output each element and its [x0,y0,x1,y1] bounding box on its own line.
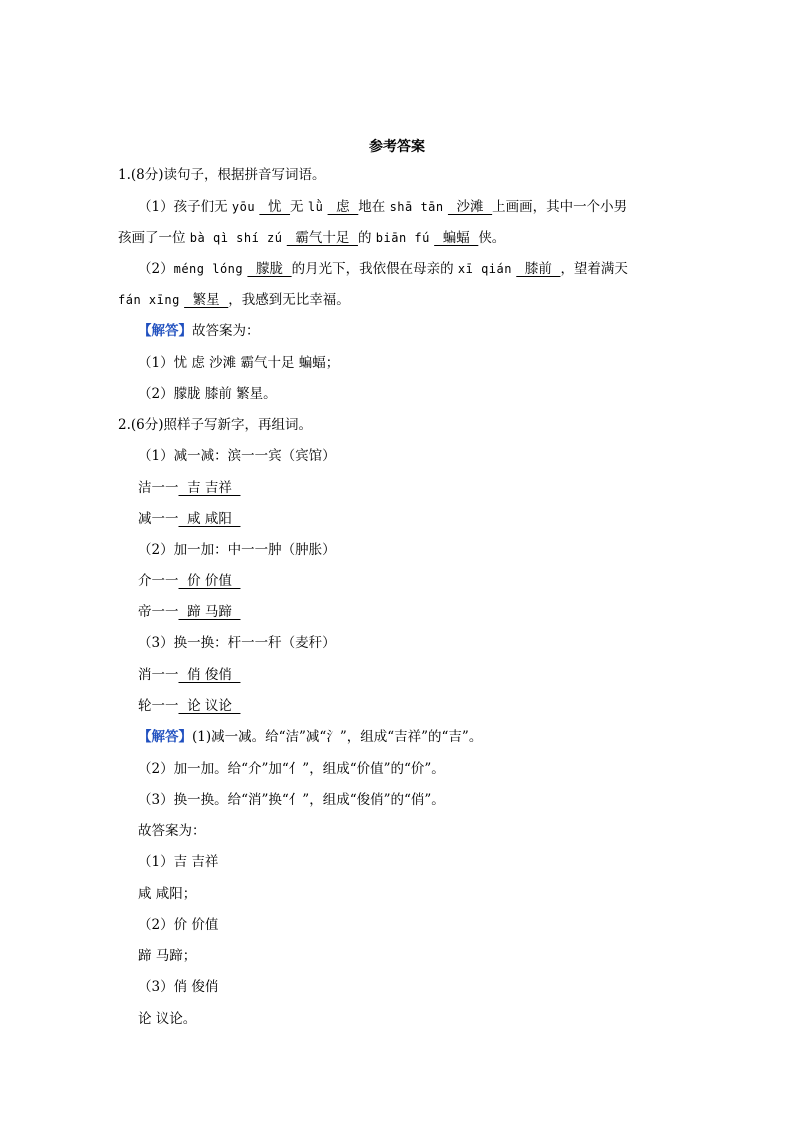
answer-you: 忧 [259,199,291,215]
answer-lv: 虑 [327,199,359,215]
q1-l2-text-a: 孩画了一位 [118,230,190,246]
page-title: 参考答案 [369,139,425,155]
row-prefix: 洁一一 [138,480,179,496]
row-prefix: 消一一 [138,667,179,683]
q1-line-4 [118,290,350,310]
q1-answer-line-2: （2）朦胧 膝前 繁星。 [138,386,277,402]
answer-fanxing: 繁星 [184,292,229,308]
q1-line-1 [138,197,627,217]
q1-answer-line-1: （1）忧 虑 沙滩 霸气十足 蝙蝠； [138,355,340,371]
q2-final-5: （3）俏 俊俏 [138,979,219,995]
q2-row-3 [138,571,240,591]
row-answer: 吉 吉祥 [178,480,241,496]
q2-row-2 [138,509,240,529]
q1-line-3 [138,259,628,279]
row-answer: 咸 咸阳 [178,511,241,527]
row-prefix: 帝一一 [138,604,179,620]
q2-final-4: 蹄 马蹄； [138,948,197,964]
pinyin-baqishizu: bà qì shí zú [189,231,283,245]
q2-jieda-line-1 [138,727,482,747]
pinyin-you: yōu [231,200,256,214]
q1-l3-text-c: ，望着满天 [560,261,628,277]
answer-shatan: 沙滩 [447,199,493,215]
q1-l4-text-a: ，我感到无比幸福。 [228,292,350,308]
q2-final-3: （2）价 价值 [138,917,219,933]
q1-l2-text-b: 的 [357,230,376,246]
q2-jieda-line-3: （3）换一换。给“消”换“亻”，组成“俊俏”的“俏”。 [138,792,445,808]
q2-final-2: 咸 咸阳； [138,886,197,902]
jieda-tag: 【解答】 [138,729,192,745]
q1-l1-text-c: 地在 [358,199,390,215]
pinyin-bianfu: biān fú [375,231,430,245]
q2-final-6: 论 议论。 [138,1011,197,1027]
q1-line-2 [118,228,505,248]
pinyin-shatan: shā tān [389,200,444,214]
q2-sample-3: （3）换一换：杆一一秆（麦秆） [138,635,336,651]
q1-l1-text-d: 上画画，其中一个小男 [492,199,628,215]
q1-header: 1.(8分)读句子，根据拼音写词语。 [118,167,326,183]
q1-l2-text-c: 侠。 [478,230,506,246]
answer-baqishizu: 霸气十足 [286,230,358,246]
q2-row-1 [138,478,240,498]
row-answer: 俏 俊俏 [178,667,241,683]
q2-header: 2.(6分)照样子写新字，再组词。 [118,417,313,433]
jieda-text: (1)减一减。给“洁”减“氵”，组成“吉祥”的“吉”。 [192,729,483,745]
row-prefix: 轮一一 [138,698,179,714]
pinyin-lv: lǜ [307,200,324,214]
jieda-text: 故答案为： [192,323,260,339]
pinyin-xiqian: xī qián [457,262,512,276]
q2-final-1: （1）吉 吉祥 [138,854,219,870]
q2-sample-2: （2）加一加：中一一肿（肿胀） [138,542,336,558]
answer-bianfu: 蝙蝠 [434,230,479,246]
q1-jieda [138,321,260,341]
q2-row-4 [138,602,240,622]
q1-l3-text-a: （2） [138,261,174,277]
q1-l1-text-a: （1）孩子们无 [138,199,232,215]
row-prefix: 减一一 [138,511,179,527]
row-answer: 论 议论 [178,698,241,714]
q2-sample-1: （1）减一减：滨一一宾（宾馆） [138,448,336,464]
answer-xiqian: 膝前 [516,261,561,277]
q2-row-6 [138,696,240,716]
row-answer: 价 价值 [178,573,241,589]
row-answer: 蹄 马蹄 [178,604,241,620]
pinyin-menglong: méng lóng [173,262,244,276]
q2-final-label: 故答案为： [138,823,206,839]
row-prefix: 介一一 [138,573,179,589]
q1-l3-text-b: 的月光下，我依偎在母亲的 [291,261,458,277]
q1-l1-text-b: 无 [290,199,308,215]
answer-menglong: 朦胧 [247,261,292,277]
pinyin-fanxing: fán xīng [118,293,180,307]
q2-row-5 [138,665,240,685]
jieda-tag: 【解答】 [138,323,192,339]
q2-jieda-line-2: （2）加一加。给“介”加“亻”，组成“价值”的“价”。 [138,761,445,777]
